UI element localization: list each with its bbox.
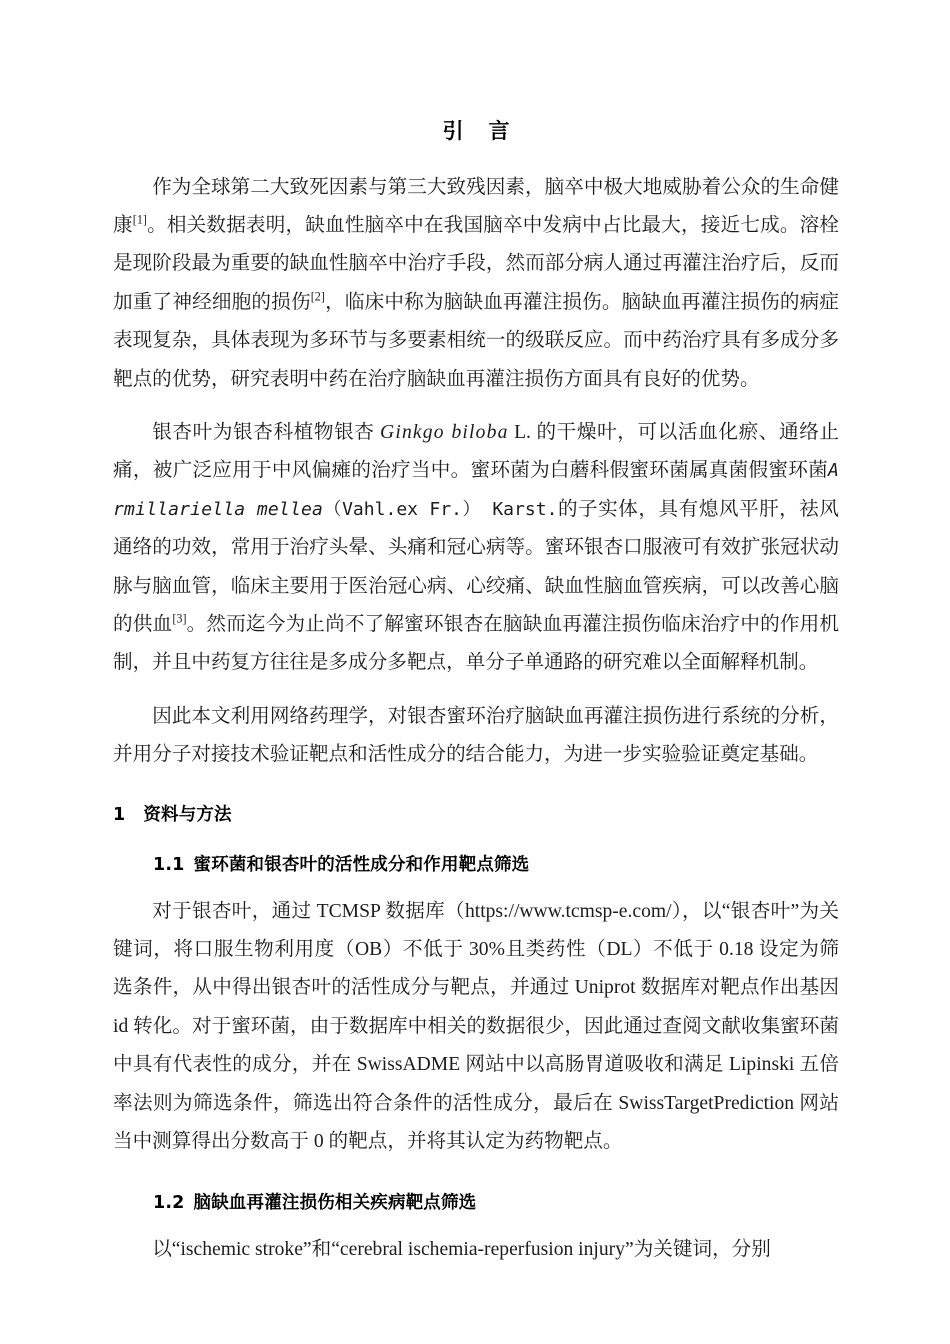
paragraph-text: 数据库对靶点作出基因 (635, 977, 839, 999)
keyword-ischemic-stroke: ischemic stroke (180, 1239, 303, 1261)
paragraph-text: 以“ (152, 1239, 181, 1261)
paragraph-text: ”为关键词，分别 (625, 1239, 771, 1261)
paragraph-methods-1-1 (113, 893, 839, 1162)
paragraph-text: 。相关数据表明，缺血性脑卒中在我国脑卒中发病中占比最大，接近七成。溶栓是现阶段最为重要的缺血性脑卒中治疗手段，然而部分病人通过再灌注治疗后，反而加重了神经细胞的损伤 (113, 214, 840, 313)
paragraph-text: 作为全球第二大致死因素与第三大致残因素，脑卒中极大地威胁着公众的生命健康 (113, 176, 839, 236)
paragraph-intro-2 (113, 414, 839, 683)
paragraph-text: ），以“银杏叶”为关键词，将口服生物利用度（ (113, 900, 839, 960)
paragraph-text: 且类药性（ (504, 939, 607, 960)
abbrev-ob: OB (355, 939, 383, 960)
paragraph-text: 数据库（ (380, 900, 465, 922)
paragraph-text: L. 的干燥叶，可以活血化瘀、通络止痛，被广泛应用于中风偏瘫的治疗当中。蜜环菌为白蘑科假蜜环菌属真菌假蜜环菌 (113, 421, 839, 482)
section-heading-1 (113, 775, 839, 831)
keyword-cerebral-ischemia-reperfusion-injury: cerebral ischemia-reperfusion injury (339, 1239, 625, 1261)
subsection-title: 脑缺血再灌注损伤相关疾病靶点筛选 (193, 1193, 477, 1214)
page-title: 引 言 (442, 119, 519, 143)
subsection-heading-1-2 (113, 1161, 839, 1219)
database-name-uniprot: Uniprot (574, 977, 636, 999)
paragraph-text: 转化。对于蜜环菌，由于数据库中相关的数据很少，因此通过查阅文献收集蜜环菌中具有代表性的成分，并在 (113, 1015, 839, 1076)
term-gene-id: id (113, 1015, 129, 1037)
paragraph-text: ，临床中称为脑缺血再灌注损伤。脑缺血再灌注损伤的病症表现复杂，具体表现为多环节与多要素相统一的级联反应。而中药治疗具有多成分多靶点的优势，研究表明中药在治疗脑缺血再灌注损伤方面具有良好的优势。 (113, 291, 839, 390)
tcmsp-url: https://www.tcmsp-e.com/ (464, 900, 672, 922)
paragraph-text: 网站当中测算得出分数高于 (113, 1092, 839, 1153)
citation-marker-1: [1] (132, 212, 147, 227)
paragraph-text: 对于银杏叶，通过 (152, 900, 317, 922)
citation-marker-3: [3] (172, 611, 187, 626)
database-name-tcmsp: TCMSP (316, 900, 381, 922)
paragraph-intro-3: 因此本文利用网络药理学，对银杏蜜环治疗脑缺血再灌注损伤进行系统的分析，并用分子对接技术验证靶点和活性成分的结合能力，为进一步实验验证奠定基础。 (113, 705, 839, 766)
paragraph-text: 网站中以高肠胃道吸收和满足 (460, 1054, 729, 1076)
paragraph-text: 五倍率法则为筛选条件，筛选出符合条件的活性成分，最后在 (113, 1054, 839, 1114)
scientific-name-armillariella: Armillariella mellea (113, 460, 839, 520)
subsection-title: 蜜环菌和银杏叶的活性成分和作用靶点筛选 (193, 854, 530, 875)
paragraph-text: 设定为筛选条件，从中得出银杏叶的活性成分与靶点，并通过 (113, 939, 840, 999)
paragraph-methods-1-2 (113, 1231, 839, 1269)
tool-name-swisstargetprediction: SwissTargetPrediction (618, 1092, 795, 1114)
subsection-number: 1.1 (153, 854, 185, 875)
scientific-name-ginkgo: Ginkgo biloba (380, 421, 509, 443)
abbrev-dl: DL (606, 939, 633, 960)
section-number: 1 (113, 804, 126, 825)
subsection-heading-1-1 (113, 831, 839, 881)
taxonomic-authority: （Vahl.ex Fr.） Karst. (323, 498, 558, 520)
paragraph-text: 银杏叶为银杏科植物银杏 (152, 421, 381, 443)
paragraph-text: ）不低于 (382, 939, 469, 960)
paragraph-text: 的靶点，并将其认定为药物靶点。 (323, 1131, 623, 1153)
paragraph-text: 。然而迄今为止尚不了解蜜环银杏在脑缺血再灌注损伤临床治疗中的作用机制，并且中药复方往往是多成分多靶点，单分子单通路的研究难以全面解释机制。 (113, 613, 840, 674)
rule-name-lipinski: Lipinski (729, 1054, 795, 1076)
citation-marker-2: [2] (310, 289, 325, 304)
paragraph-text: ）不低于 (632, 939, 720, 960)
threshold-dl-value: 0.18 (719, 939, 754, 960)
tool-name-swissadme: SwissADME (356, 1054, 461, 1076)
paragraph-intro-1 (113, 169, 839, 399)
subsection-number: 1.2 (153, 1193, 185, 1214)
threshold-ob-percent: 30% (468, 939, 505, 960)
section-title: 资料与方法 (143, 804, 232, 825)
page-content-column (113, 0, 839, 1270)
paragraph-text: 的子实体，具有熄风平肝，祛风通络的功效，常用于治疗头晕、头痛和冠心病等。蜜环银杏口服液可有效扩张冠状动脉与脑血管，临床主要用于医治冠心病、心绞痛、缺血性脑血管疾病，可以改善心脑的供血 (113, 498, 840, 635)
paragraph-text: ”和“ (302, 1239, 340, 1261)
threshold-score-zero: 0 (313, 1131, 324, 1153)
